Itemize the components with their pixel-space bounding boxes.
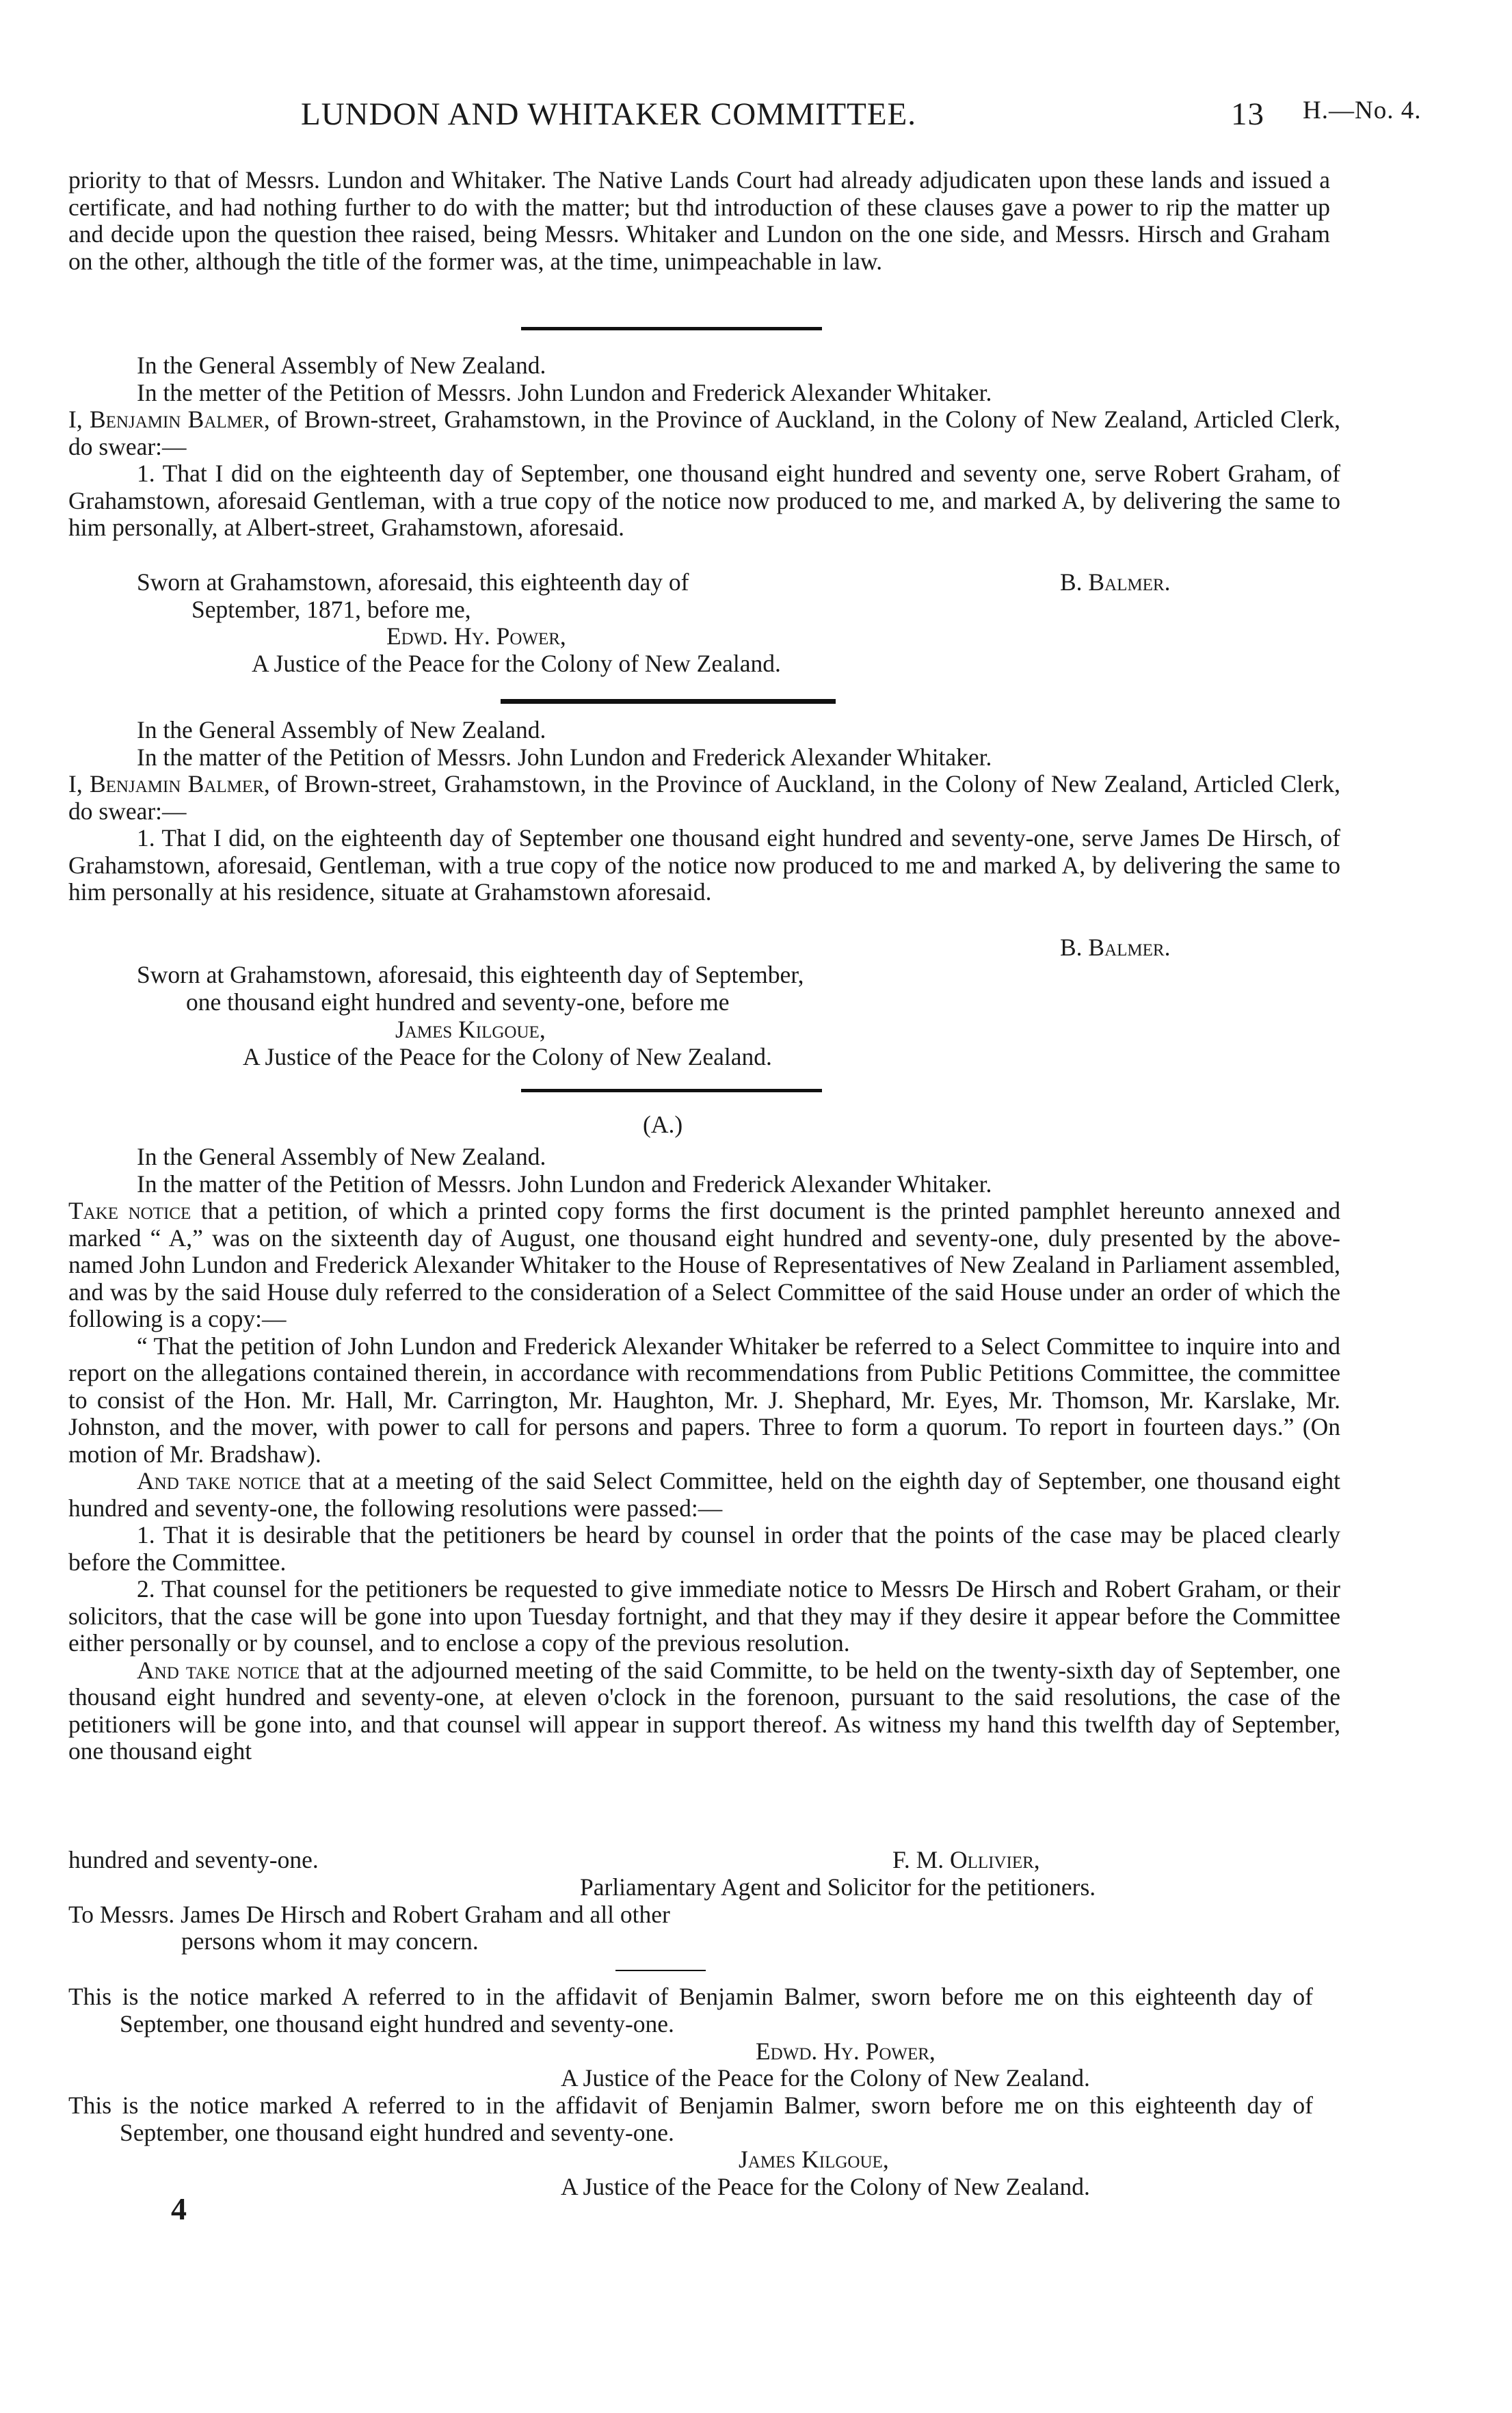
intro-paragraph: priority to that of Messrs. Lundon and Whitaker. The Native Lands Court had already adjudicaten upon these lands and issued a certificate, and had nothing further to do with the matter; but thd introduction of these clauses gave a power to rip the matter up and decide upon the question thee raised, being Messrs. Whitaker and Lundon on the one side, and Messrs. Hirsch and Graham on the other, although the title of the former was, at the time, unimpeachable in law. [68, 166, 1330, 275]
resolution-2: 2. That counsel for the petitioners be requested to give immediate notice to Messrs De Hirsch and Robert Graham, or their solicitors, that the case will be gone into upon Tuesday fortnight, and that they may if they desire it appear before the Committee either personally or by counsel, and to enclose a copy of the previous resolution. [68, 1575, 1340, 1657]
affidavit-item-1: 1. That I did, on the eighteenth day of September one thousand eight hundred and seventy-one, serve James De Hirsch, of Grahamstown, aforesaid, Gentleman, with a true copy of the notice now produced to me and marked A, by delivering the same to him personally at his residence, situate at Grahamstown aforesaid. [68, 824, 1340, 906]
matter-line: In the metter of the Petition of Messrs. John Lundon and Frederick Alexander Whitaker. [137, 378, 992, 406]
page-number: 13 [1231, 96, 1264, 132]
notice-paragraph-3: And take notice that at the adjourned meeting of the said Committe, to be held on the twenty-sixth day of September, one thousand eight hundred and seventy-one, at eleven o'clock in the forenoon, pursuant to the said resolutions, the case of the petitioners will be gone into, and that counsel will appear in support thereof. As witness my hand this twelfth day of September, one thousand eight [68, 1656, 1340, 1765]
resolution-1: 1. That it is desirable that the petitioners be heard by counsel in order that the points of the case may be placed clearly before the Committee. [68, 1521, 1340, 1576]
notice-paragraph-1: Take notice that a petition, of which a printed copy forms the first document is the printed pamphlet hereunto annexed and marked “ A,” was on the sixteenth day of August, one thousand eight hundred and seventy-one, duly presented by the above-named John Lundon and Frederick Alexander Whitaker to the House of Representatives of New Zealand in Parliament assembled, and was by the said House duly referred to the consideration of a Select Committee of the said House under an order of which the following is a copy:— [68, 1197, 1341, 1332]
affidavit-2 [68, 717, 1340, 906]
sworn-line-1: Sworn at Grahamstown, aforesaid, this eighteenth day of September, [137, 961, 804, 988]
addressee-line-1: To Messrs. James De Hirsch and Robert Graham and all other [68, 1901, 670, 1928]
notice-paragraph-2: And take notice that at a meeting of the said Select Committee, held on the eighth day of September, one thousand eight hundred and seventy-one, the following resolutions were passed:— [68, 1467, 1341, 1522]
notice-heading: (A.) [643, 1111, 683, 1138]
justice-title: A Justice of the Peace for the Colony of New Zealand. [243, 1043, 772, 1070]
certification-1-title: A Justice of the Peace for the Colony of New Zealand. [561, 2064, 1090, 2092]
certification-1: This is the notice marked A referred to in the affidavit of Benjamin Balmer, sworn before me on this eighteenth day of September, one thousand eight hundred and seventy-one. [68, 1983, 1313, 2038]
document-reference: H.—No. 4. [1303, 96, 1422, 124]
justice-name: James Kilgoue, [395, 1016, 546, 1043]
section-rule [521, 327, 822, 330]
signature-mark: 4 [171, 2191, 187, 2226]
justice-name: Edwd. Hy. Power, [386, 622, 566, 650]
sworn-line-2: one thousand eight hundred and seventy-one, before me [186, 988, 730, 1016]
addressee-line-2: persons whom it may concern. [181, 1927, 479, 1955]
sworn-line-2: September, 1871, before me, [191, 596, 471, 623]
certification-1-name: Edwd. Hy. Power, [756, 2038, 936, 2065]
sworn-line-1: Sworn at Grahamstown, aforesaid, this eighteenth day of [137, 568, 689, 596]
section-rule [501, 699, 836, 704]
agent-title: Parliamentary Agent and Solicitor for the petitioners. [580, 1873, 1096, 1901]
deponent-paragraph: I, Benjamin Balmer, of Brown-street, Grahamstown, in the Province of Auckland, in the Colony of New Zealand, Articled Clerk, do swear:— [68, 406, 1341, 460]
notice-paragraph-3-end: hundred and seventy-one. [68, 1846, 319, 1873]
matter-line: In the matter of the Petition of Messrs. John Lundon and Frederick Alexander Whitaker. [137, 743, 992, 771]
deponent-signature: B. Balmer. [1060, 568, 1171, 596]
deponent-signature: B. Balmer. [1060, 934, 1171, 961]
affidavit-item-1: 1. That I did on the eighteenth day of September, one thousand eight hundred and seventy one, serve Robert Graham, of Grahamstown, aforesaid Gentleman, with a true copy of the notice now produced to me, and marked A, by delivering the same to him personally, at Albert-street, Grahamstown, aforesaid. [68, 460, 1340, 541]
section-rule [521, 1089, 822, 1092]
matter-line: In the matter of the Petition of Messrs. John Lundon and Frederick Alexander Whitaker. [137, 1170, 992, 1198]
certification-2-title: A Justice of the Peace for the Colony of New Zealand. [561, 2173, 1090, 2200]
notice-body [68, 1144, 1340, 1765]
deponent-name: Benjamin Balmer [89, 770, 264, 797]
certification-2-name: James Kilgoue, [739, 2146, 889, 2173]
assembly-line: In the General Assembly of New Zealand. [137, 352, 546, 379]
assembly-line: In the General Assembly of New Zealand. [137, 1143, 546, 1170]
assembly-line: In the General Assembly of New Zealand. [137, 716, 546, 743]
committee-order-quote: “ That the petition of John Lundon and Frederick Alexander Whitaker be referred to a Select Committee to inquire into and report on the allegations contained therein, in accordance with recommendations from Public Petitions Committee, the committee to consist of the Hon. Mr. Hall, Mr. Carrington, Mr. Haughton, Mr. J. Shephard, Mr. Eyes, Mr. Thomson, Mr. Karslake, Mr. Johnston, and the mover, with power to call for persons and papers. Three to form a quorum. To report in fourteen days.” (On motion of Mr. Bradshaw). [68, 1332, 1340, 1468]
deponent-paragraph: I, Benjamin Balmer, of Brown-street, Grahamstown, in the Province of Auckland, in the Colony of New Zealand, Articled Clerk, do swear:— [68, 770, 1341, 825]
agent-name: F. M. Ollivier, [892, 1846, 1040, 1873]
certification-2: This is the notice marked A referred to in the affidavit of Benjamin Balmer, sworn before me on this eighteenth day of September, one thousand eight hundred and seventy-one. [68, 2092, 1313, 2146]
deponent-name: Benjamin Balmer [89, 406, 264, 433]
section-rule [615, 1970, 706, 1971]
affidavit-1 [68, 352, 1340, 542]
running-title: LUNDON AND WHITAKER COMMITTEE. [301, 96, 917, 132]
justice-title: A Justice of the Peace for the Colony of New Zealand. [252, 650, 781, 677]
